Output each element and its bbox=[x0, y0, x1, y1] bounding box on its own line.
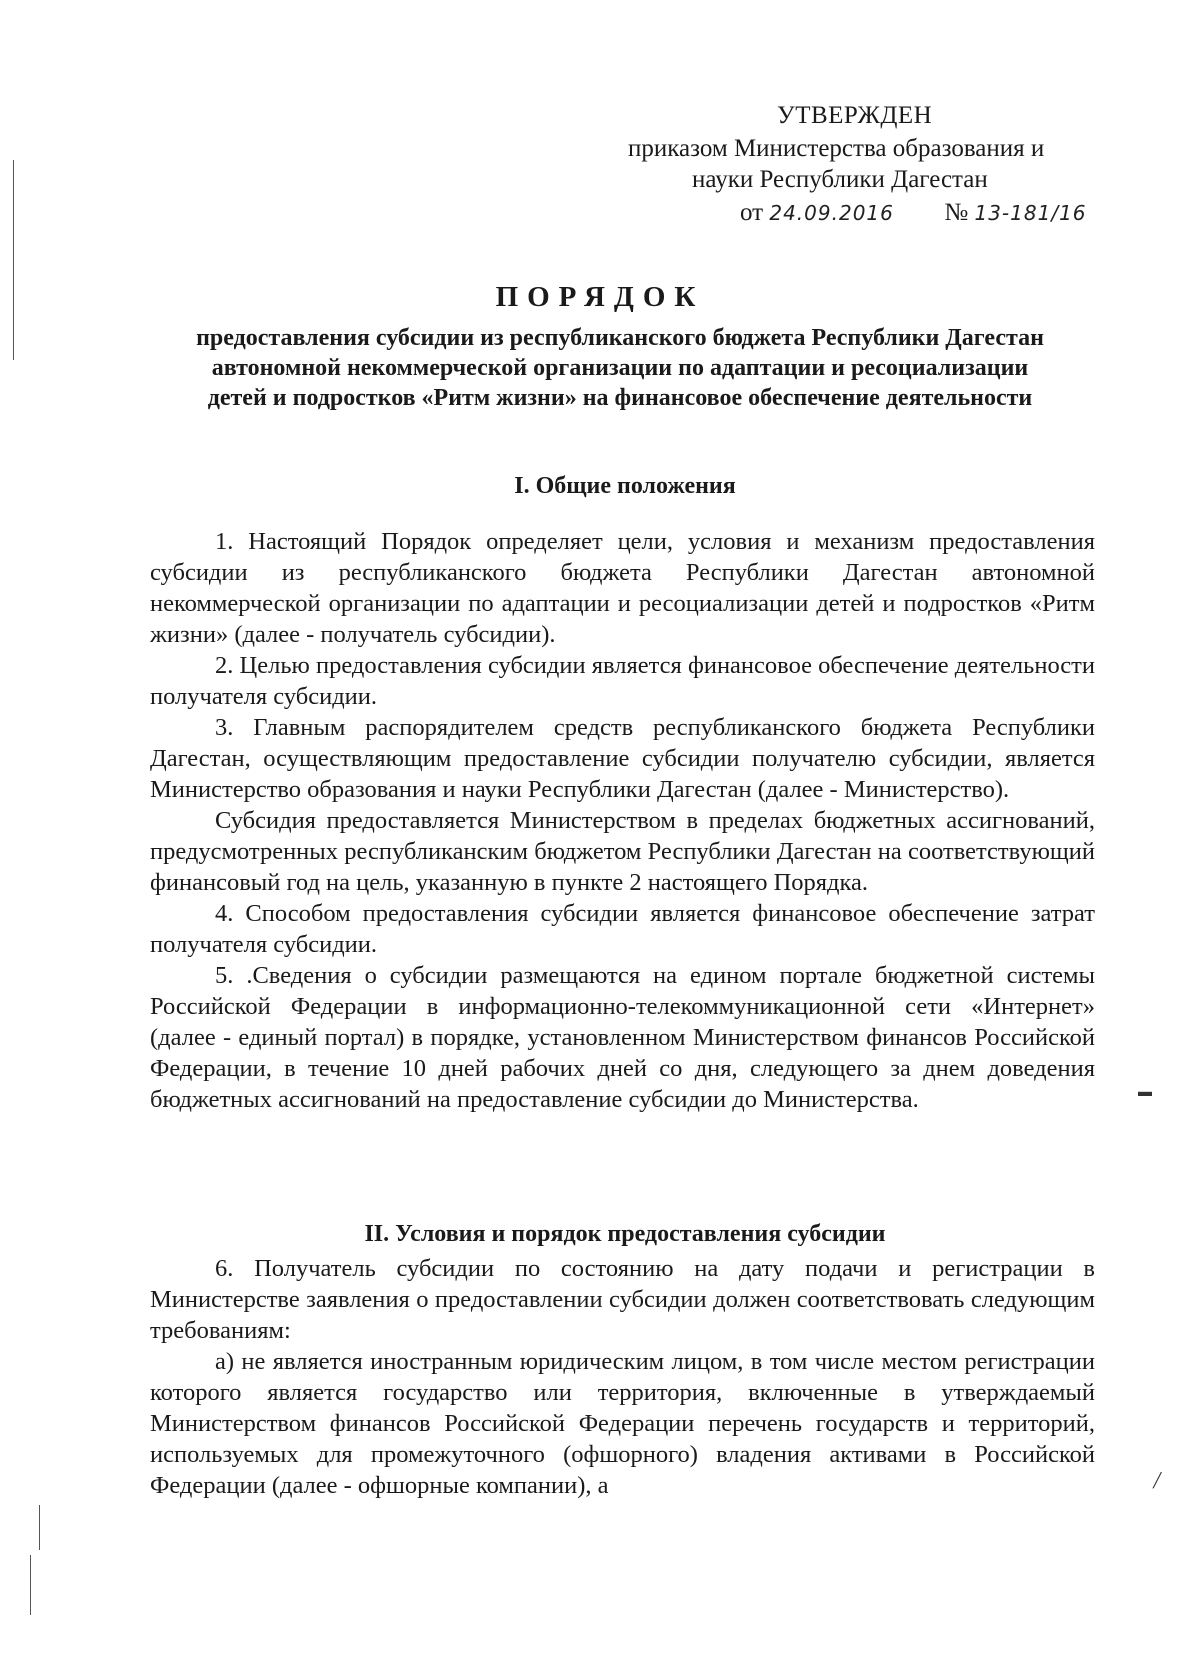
document-subtitle: предоставления субсидии из республиканского бюджета Республики Дагестан автономной некоммерческой организации по адаптации и ресоциализации детей и подростков «Ритм жизни» на финансовое обеспечение деятельности bbox=[196, 325, 1044, 411]
approval-order-line: науки Республики Дагестан bbox=[692, 166, 988, 193]
approval-heading: УТВЕРЖДЕН bbox=[777, 102, 933, 129]
paragraph: 3. Главным распорядителем средств республиканского бюджета Республики Дагестан, осуществляющим предоставление субсидии получателю субсидии, является Министерство образования и науки Республики Дагестан (далее - Министерство). bbox=[150, 714, 1095, 803]
paragraph: 5. .Сведения о субсидии размещаются на едином портале бюджетной системы Российской Федерации в информационно-телекоммуникационной сети «Интернет» (далее - единый портал) в порядке, установленном Министерством финансов Российской Федерации, в течение 10 дней рабочих дней со дня, следующего за днем доведения бюджетных ассигнований на предоставление субсидии до Министерства. bbox=[150, 962, 1095, 1113]
section-body bbox=[150, 526, 1095, 1115]
paragraph: 2. Целью предоставления субсидии является финансовое обеспечение деятельности получателя субсидии. bbox=[150, 652, 1095, 710]
paragraph: 6. Получатель субсидии по состоянию на дату подачи и регистрации в Министерстве заявления о предоставлении субсидии должен соответствовать следующим требованиям: bbox=[150, 1255, 1095, 1344]
number-prefix: № bbox=[944, 199, 969, 226]
document-title: ПОРЯДОК bbox=[495, 281, 705, 313]
paragraph: Субсидия предоставляется Министерством в пределах бюджетных ассигнований, предусмотренных республиканским бюджетом Республики Дагестан на соответствующий финансовый год на цель, указанную в пункте 2 настоящего Порядка. bbox=[150, 807, 1095, 896]
paragraph: 4. Способом предоставления субсидии является финансовое обеспечение затрат получателя субсидии. bbox=[150, 900, 1095, 958]
approval-date-line bbox=[740, 197, 1087, 229]
date-prefix: от bbox=[740, 199, 764, 226]
paragraph: а) не является иностранным юридическим лицом, в том числе местом регистрации которого является государство или территория, включенные в утверждаемый Министерством финансов Российской Федерации перечень государств и территорий, используемых для промежуточного (офшорного) владения активами в Российской Федерации (далее - офшорные компании), а bbox=[150, 1348, 1095, 1499]
section-heading: II. Условия и порядок предоставления субсидии bbox=[364, 1221, 886, 1247]
handwritten-number: 13-181/16 bbox=[974, 201, 1087, 225]
paragraph: 1. Настоящий Порядок определяет цели, условия и механизм предоставления субсидии из республиканского бюджета Республики Дагестан автономной некоммерческой организации по адаптации и ресоциализации детей и подростков «Ритм жизни» (далее - получатель субсидии). bbox=[150, 528, 1095, 648]
scan-speck: ▬ bbox=[1138, 1085, 1152, 1100]
section-body bbox=[150, 1253, 1095, 1501]
approval-order-line: приказом Министерства образования и bbox=[628, 135, 1045, 162]
handwritten-date: 24.09.2016 bbox=[769, 201, 894, 225]
section-heading: I. Общие положения bbox=[514, 473, 736, 499]
scan-margin-line bbox=[30, 1555, 31, 1615]
scan-margin-line bbox=[39, 1505, 40, 1550]
scan-speck: ╱ bbox=[1153, 1474, 1162, 1489]
scan-margin-line bbox=[13, 160, 14, 360]
